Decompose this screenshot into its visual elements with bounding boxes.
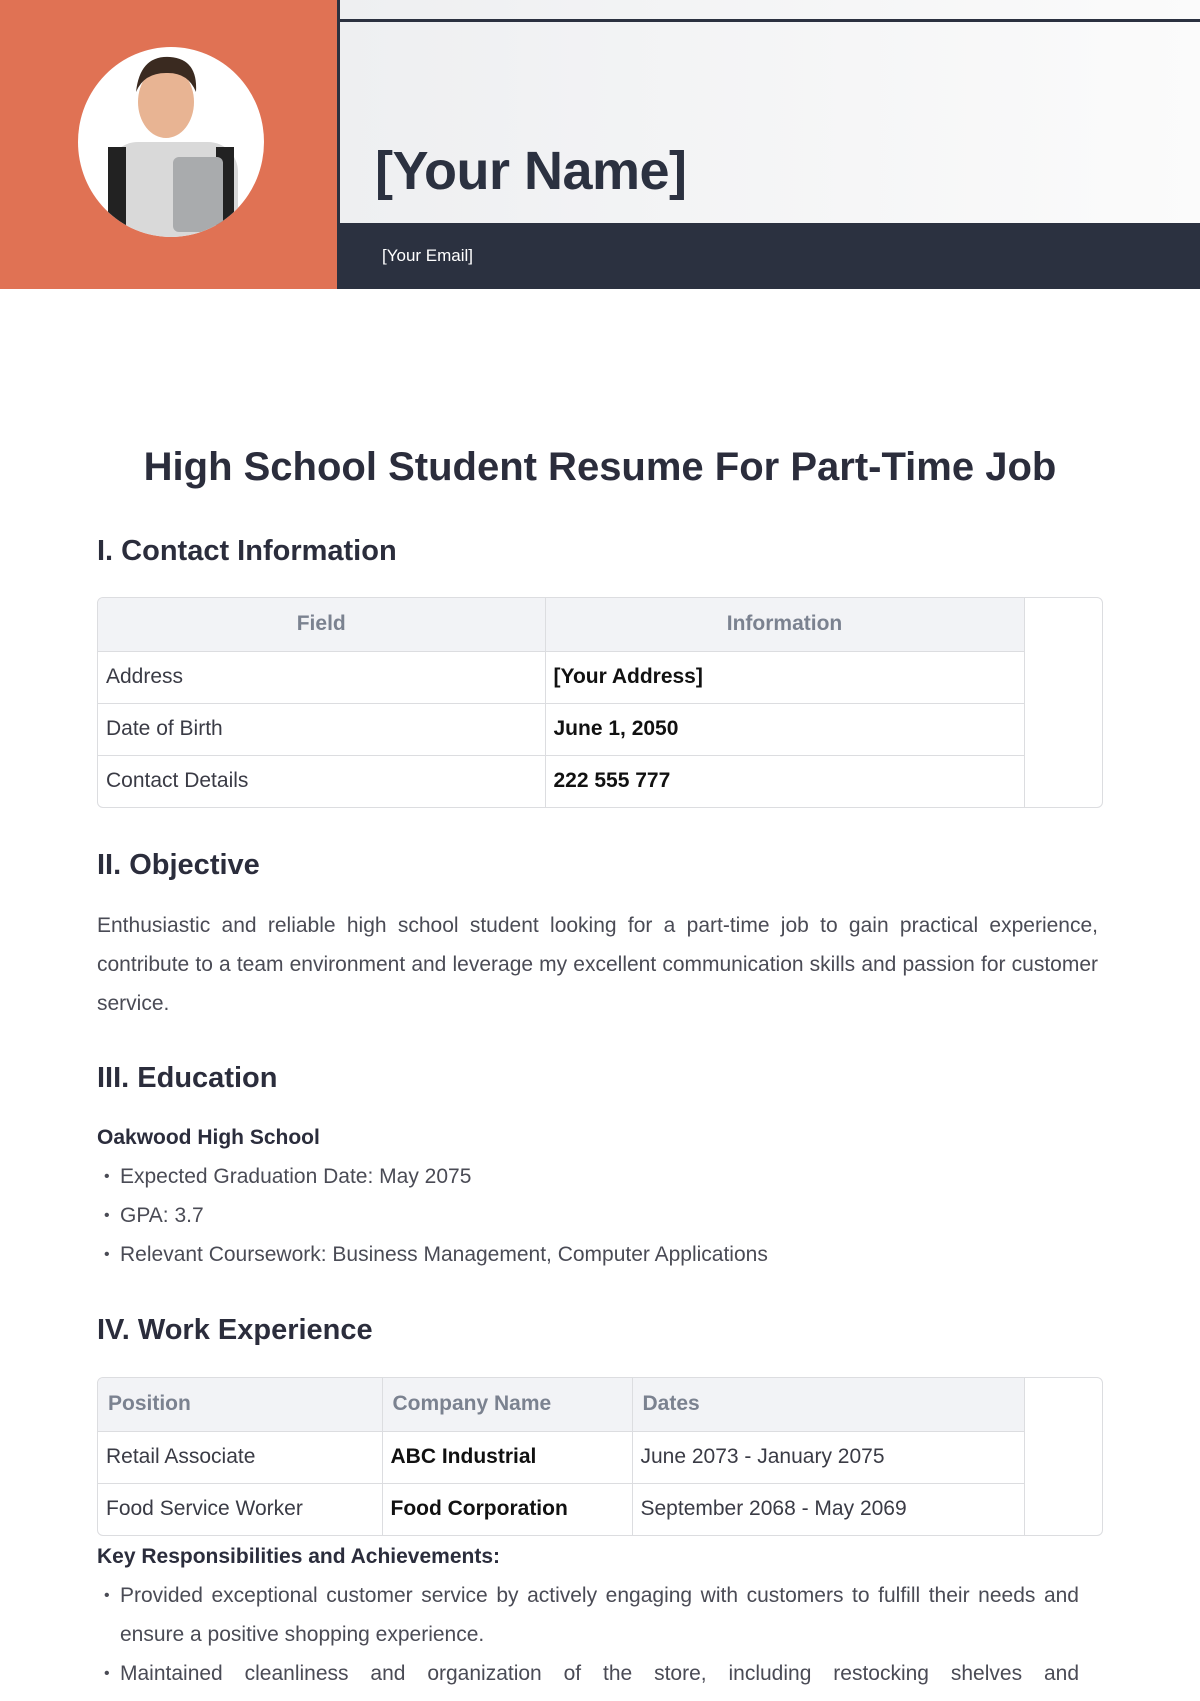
document-title: High School Student Resume For Part-Time Job xyxy=(143,445,1057,489)
cell: [Your Address] xyxy=(545,651,1024,703)
table-row xyxy=(98,1483,1024,1535)
table-row xyxy=(98,703,1024,755)
responsibilities-list xyxy=(104,1576,1079,1693)
cell: 222 555 777 xyxy=(545,755,1024,807)
contact-table xyxy=(97,597,1103,808)
list-item: • Provided exceptional customer service by actively engaging with customers to fulfill their needs and ensure a positive shopping experience. xyxy=(104,1576,1079,1654)
work-heading: IV. Work Experience xyxy=(97,1314,373,1346)
education-heading: III. Education xyxy=(97,1062,278,1094)
table-row xyxy=(98,755,1024,807)
cell: Food Service Worker xyxy=(98,1483,382,1535)
cell: Contact Details xyxy=(98,755,545,807)
cell: June 1, 2050 xyxy=(545,703,1024,755)
table-row xyxy=(98,1431,1024,1483)
column-header: Information xyxy=(545,598,1024,651)
cell: Food Corporation xyxy=(382,1483,632,1535)
cell: September 2068 - May 2069 xyxy=(632,1483,1024,1535)
contact-heading: I. Contact Information xyxy=(97,535,397,567)
list-item: • Maintained cleanliness and organization of the store, including restocking shelves and xyxy=(104,1654,1079,1693)
list-item: • Expected Graduation Date: May 2075 xyxy=(104,1157,1004,1196)
list-item: • GPA: 3.7 xyxy=(104,1196,1004,1235)
column-header: Position xyxy=(98,1378,382,1431)
objective-text: Enthusiastic and reliable high school student looking for a part-time job to gain practical experience, contribute to a team environment and leverage my excellent communication skills and passion for customer service. xyxy=(97,914,1098,1015)
profile-photo xyxy=(78,47,264,237)
cell: Retail Associate xyxy=(98,1431,382,1483)
cell: ABC Industrial xyxy=(382,1431,632,1483)
cell: June 2073 - January 2075 xyxy=(632,1431,1024,1483)
column-header: Dates xyxy=(632,1378,1024,1431)
candidate-email: [Your Email] xyxy=(382,246,474,265)
cell: Date of Birth xyxy=(98,703,545,755)
school-name: Oakwood High School xyxy=(97,1126,320,1149)
table-row xyxy=(98,651,1024,703)
work-table xyxy=(97,1377,1103,1536)
responsibilities-label: Key Responsibilities and Achievements: xyxy=(97,1545,501,1568)
column-header: Company Name xyxy=(382,1378,632,1431)
candidate-name: [Your Name] xyxy=(375,141,687,201)
divider xyxy=(337,19,1200,22)
objective-heading: II. Objective xyxy=(97,849,260,881)
cell: Address xyxy=(98,651,545,703)
column-header: Field xyxy=(98,598,545,651)
list-item: • Relevant Coursework: Business Management, Computer Applications xyxy=(104,1235,1004,1274)
education-list xyxy=(104,1157,1004,1274)
